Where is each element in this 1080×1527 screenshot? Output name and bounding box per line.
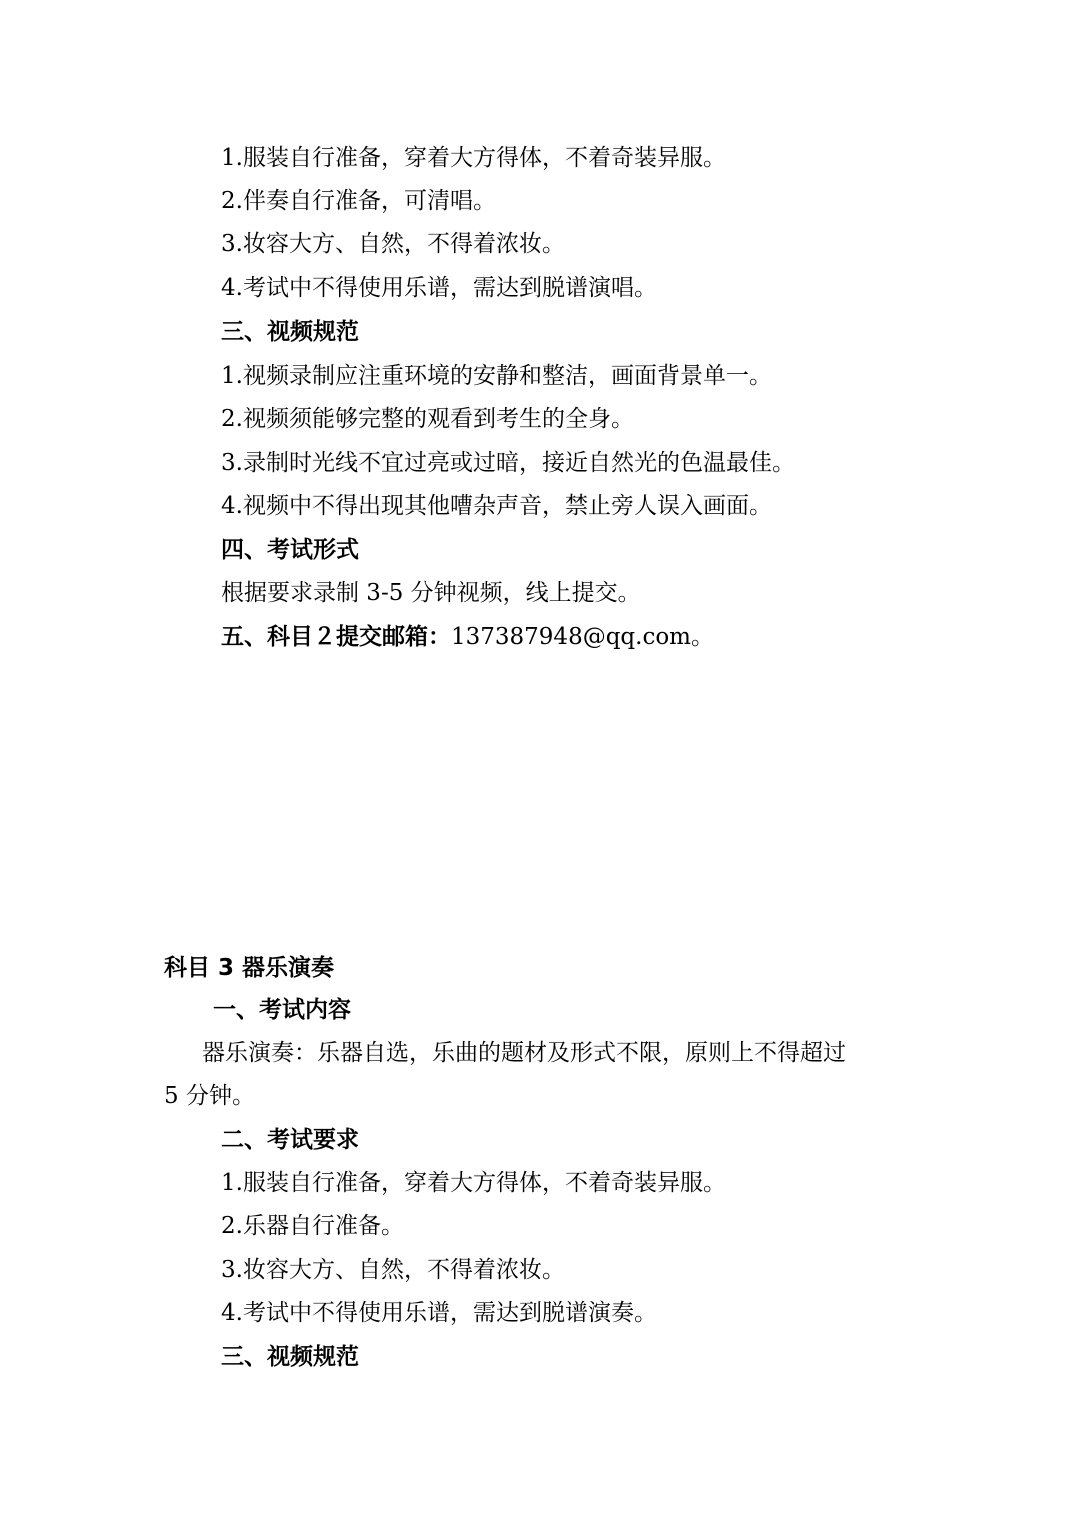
s2-submit-label: 五、科目２提交邮箱： <box>221 624 451 650</box>
s3-requirement-4: 4.考试中不得使用乐谱，需达到脱谱演奏。 <box>221 1300 657 1326</box>
s3-content-line-2: 5 分钟。 <box>164 1083 255 1109</box>
s3-requirement-1: 1.服装自行准备，穿着大方得体，不着奇装异服。 <box>221 1170 726 1196</box>
s2-format-text: 根据要求录制 3-5 分钟视频，线上提交。 <box>221 580 641 606</box>
s3-requirement-3: 3.妆容大方、自然，不得着浓妆。 <box>221 1257 565 1283</box>
s3-video-heading: 三、视频规范 <box>221 1344 359 1370</box>
s2-submit-email: 137387948@qq.com。 <box>451 624 714 650</box>
s2-video-rule-2: 2.视频须能够完整的观看到考生的全身。 <box>221 406 634 432</box>
s2-video-rule-3: 3.录制时光线不宜过亮或过暗，接近自然光的色温最佳。 <box>221 450 795 476</box>
s2-submit-line <box>221 622 714 652</box>
s2-video-rule-4: 4.视频中不得出现其他嘈杂声音，禁止旁人误入画面。 <box>221 493 772 519</box>
s2-requirement-1: 1.服装自行准备，穿着大方得体，不着奇装异服。 <box>221 145 726 171</box>
s2-format-heading: 四、考试形式 <box>221 537 359 563</box>
s3-content-line-1: 器乐演奏：乐器自选，乐曲的题材及形式不限，原则上不得超过 <box>202 1040 846 1066</box>
s2-requirement-3: 3.妆容大方、自然，不得着浓妆。 <box>221 231 565 257</box>
s2-video-rule-1: 1.视频录制应注重环境的安静和整洁，画面背景单一。 <box>221 363 772 389</box>
s3-title: 科目 3 器乐演奏 <box>164 955 335 981</box>
s3-content-heading: 一、考试内容 <box>213 997 351 1023</box>
s2-requirement-4: 4.考试中不得使用乐谱，需达到脱谱演唱。 <box>221 275 657 301</box>
s3-requirement-2: 2.乐器自行准备。 <box>221 1213 404 1239</box>
s2-video-heading: 三、视频规范 <box>221 319 359 345</box>
s3-requirements-heading: 二、考试要求 <box>221 1127 359 1153</box>
s2-requirement-2: 2.伴奏自行准备，可清唱。 <box>221 188 496 214</box>
